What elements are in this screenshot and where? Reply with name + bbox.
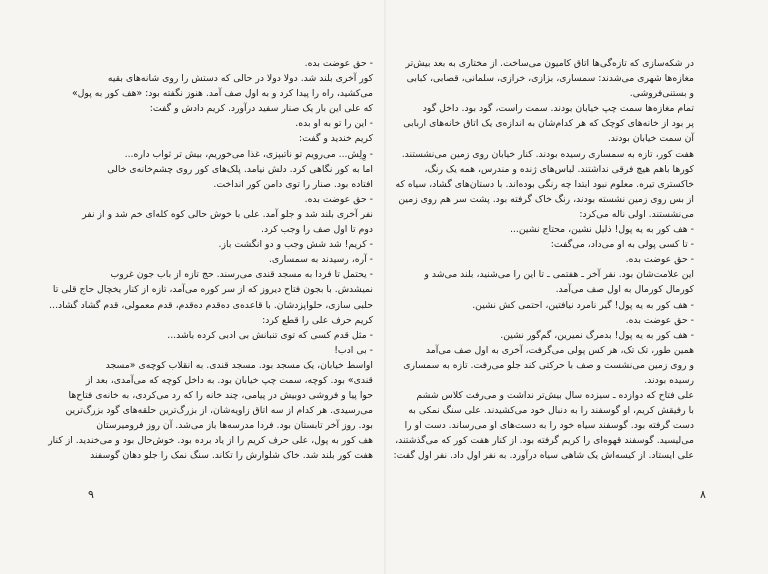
text-line: با رفیقش کریم، او گوسفند را به دنبال خود می‌کشیدند. علی سنگ نمکی به [408,405,694,417]
text-line: - آره، رسیدند به سمساری. [268,254,373,266]
text-line: رسیده بودند. [644,374,694,386]
text-line: پر بود از خانه‌های کوچک که هر کدام‌شان به اندازه‌ی یک اتاق خانه‌های اربابی [403,118,694,130]
text-line: تمام مغازه‌ها سمت چپ خیابان بودند. سمت راست، گود بود. داخل گود [422,103,694,115]
text-line: کریم حرف علی را قطع کرد: [262,314,373,326]
text-line: حلبی سازی، حلوا‌پزدشان. با قاعده‌ی ده‌قدم ده‌قدم، قدم معمولی، قدم گشاد گشاد... [49,299,373,311]
text-line: - حق عوضت بده. [304,193,373,205]
left-page-body [48,56,373,464]
text-line: می‌نشستند. اولی ناله می‌کرد: [579,208,694,220]
text-line: در شکه‌سازی که تازه‌گی‌ها اتاق کامیون می‌ساخت. از مختاری به بعد بیش‌تر [405,58,694,69]
text-line: دوم تا اول صف را وجب کرد. [261,224,373,236]
text-line: هف کور به پول، علی حرف کریم را از یاد برده بود. خوش‌حال بود و می‌خندید. از کنار [48,435,373,447]
right-page-body [393,56,694,464]
text-line: اما به کور نگاهی کرد. دلش نیامد. پلک‌های کور روی چشم‌خانه‌ی خالی [107,163,373,175]
text-line: - مثل قدم کسی که توی تنبانش بی ادبی کرده باشد... [167,329,373,341]
text-line: - این را تو به او بده. [295,118,373,130]
text-line: و روی زمین می‌نشست و صف با حرکتی کند جلو می‌رفت. تازه به سمساری [403,359,694,371]
text-line: کور آخری بلند شد. دولا دولا در حالی که دستش را روی شانه‌های بقیه [107,73,373,85]
text-line: - هف کور به یه پول! بدمرگ نمیرین، گم‌گور نشین. [500,329,694,341]
right-page-number: ۸ [700,488,706,501]
text-line: کورها باهم هیچ فرقی نداشتند. لباس‌های ژنده و مندرس، همه یک رنگ، [424,163,694,175]
text-line: - بی ادب! [334,344,373,356]
text-line: - یحتمل تا فردا به مسجد قندی می‌رسند. حج تازه از باب جون غروب [110,269,373,281]
text-line: بود. روز آخر تابستان بود. فردا مدرسه‌ها باز می‌شد. آن روز فرومیرستان [96,420,373,432]
text-line: - هف کور به یه پول! گیر نامرد نیافتین، احتمی کش نشین. [472,299,694,311]
text-line: هفت کور، تازه به سمساری رسیده بودند. کنار خیابان روی زمین می‌نشستند. [401,148,694,160]
text-line: - حق عوضت بده. [625,254,694,266]
text-line: علی ایستاد. از کیسه‌اش یک شاهی سیاه درآورد. به نفر اول داد. نفر اول گفت: [393,450,694,462]
text-line: دست گرفته بود. گوسفند سیاه خود را به دست‌های او می‌رساند. دست او را [404,420,694,432]
text-line: - حق عوضت بده. [625,314,694,326]
text-line: کورمال کورمال به اول صف می‌آمد. [555,284,694,296]
text-line: نفر آخری بلند شد و جلو آمد. علی با خوش حالی کوه کله‌ای خم شد و از نفر [82,208,373,220]
text-line: - هف کور به یه پول! ذلیل نشین، محتاج نشین... [509,224,694,236]
text-line: می‌لیسید. گوسفند قهوه‌ای را کریم گرفته بود. از کنار هفت کور که می‌گذشتند، [395,435,694,447]
text-line: - کریم! شد شش وجب و دو انگشت باز. [218,239,373,251]
text-line: همین طور، تک تک، هر کس پولی می‌گرفت، آخری به اول صف می‌آمد [425,344,694,356]
text-line: هفت کور بلند شد. خاک شلوارش را تکاند. سنگ نمک را جلو دهان گوسفند [90,450,373,462]
text-line: قندی» بود. کوچه، سمت چپ خیابان بود. به داخل کوچه که می‌آمدی، بعد از [85,374,373,386]
text-line: می‌رسیدی. هر کدام از سه اتاق زاویه‌شان، از بزرگ‌ترین حلقه‌های گود بزرگ‌ترین [65,405,373,417]
text-line: خاکستری تیره. معلوم نبود ابتدا چه رنگی بوده‌اند. با دستان‌های گشاد، سیاه که [395,178,694,190]
book-gutter [384,0,386,574]
text-line: این علامت‌شان بود. نفر آخر ـ هفتمی ـ تا این را می‌شنید، بلند می‌شد و [424,269,694,281]
text-line: - تا کسی پولی به او می‌داد، می‌گفت: [550,239,694,251]
text-line: حوا پیا و فروشی دوبیش در پیامی، چند خانه را که رد می‌کردی، به خانه‌ی فتاح‌ها [68,390,373,402]
text-line: - وِلِش... می‌رویم تو ناتبپزی، غذا می‌خوریم، بیش تر ثواب داره... [124,148,373,160]
text-line: آن سمت خیابان بودند. [607,133,694,145]
text-line: افتاده بود. صنار را توی دامن کور انداخت. [213,178,373,190]
text-line: مغازه‌ها شهری می‌شدند: سمساری، بزازی، خرازی، سلمانی، قصابی، کبابی [406,73,694,85]
text-line: و بستنی‌فروشی. [629,88,694,100]
text-line: علی فتاح که دوازده ـ سیزده سال بیش‌تر نداشت و می‌رفت کلاس ششم [416,390,694,402]
text-line: که علی این بار یک صنار سفید درآورد. کریم دادش و گفت: [149,103,373,115]
text-line: کریم خندید و گفت: [299,133,373,145]
left-page-number: ۹ [88,488,94,501]
text-line: از بس روی زمین نشسته بودند، رنگ خاک گرفته بود. پشت سر هم روی زمین [398,193,694,205]
text-line: - حق عوضت بده. [304,58,373,69]
text-line: نمیشدش. با بجون فتاح دیروز که از سر کوره می‌آمد، تازه از کنار یخچال حاج قلی تا [52,284,373,296]
text-line: اواسط خیابان، یک مسجد بود. مسجد قندی. به انقلاب کوچه‌ی «مسجد [105,359,373,371]
text-line: می‌کشید، راه را پیدا کرد و به اول صف آمد. هنوز نگفته بود: «هف کور به پول» [71,88,373,100]
